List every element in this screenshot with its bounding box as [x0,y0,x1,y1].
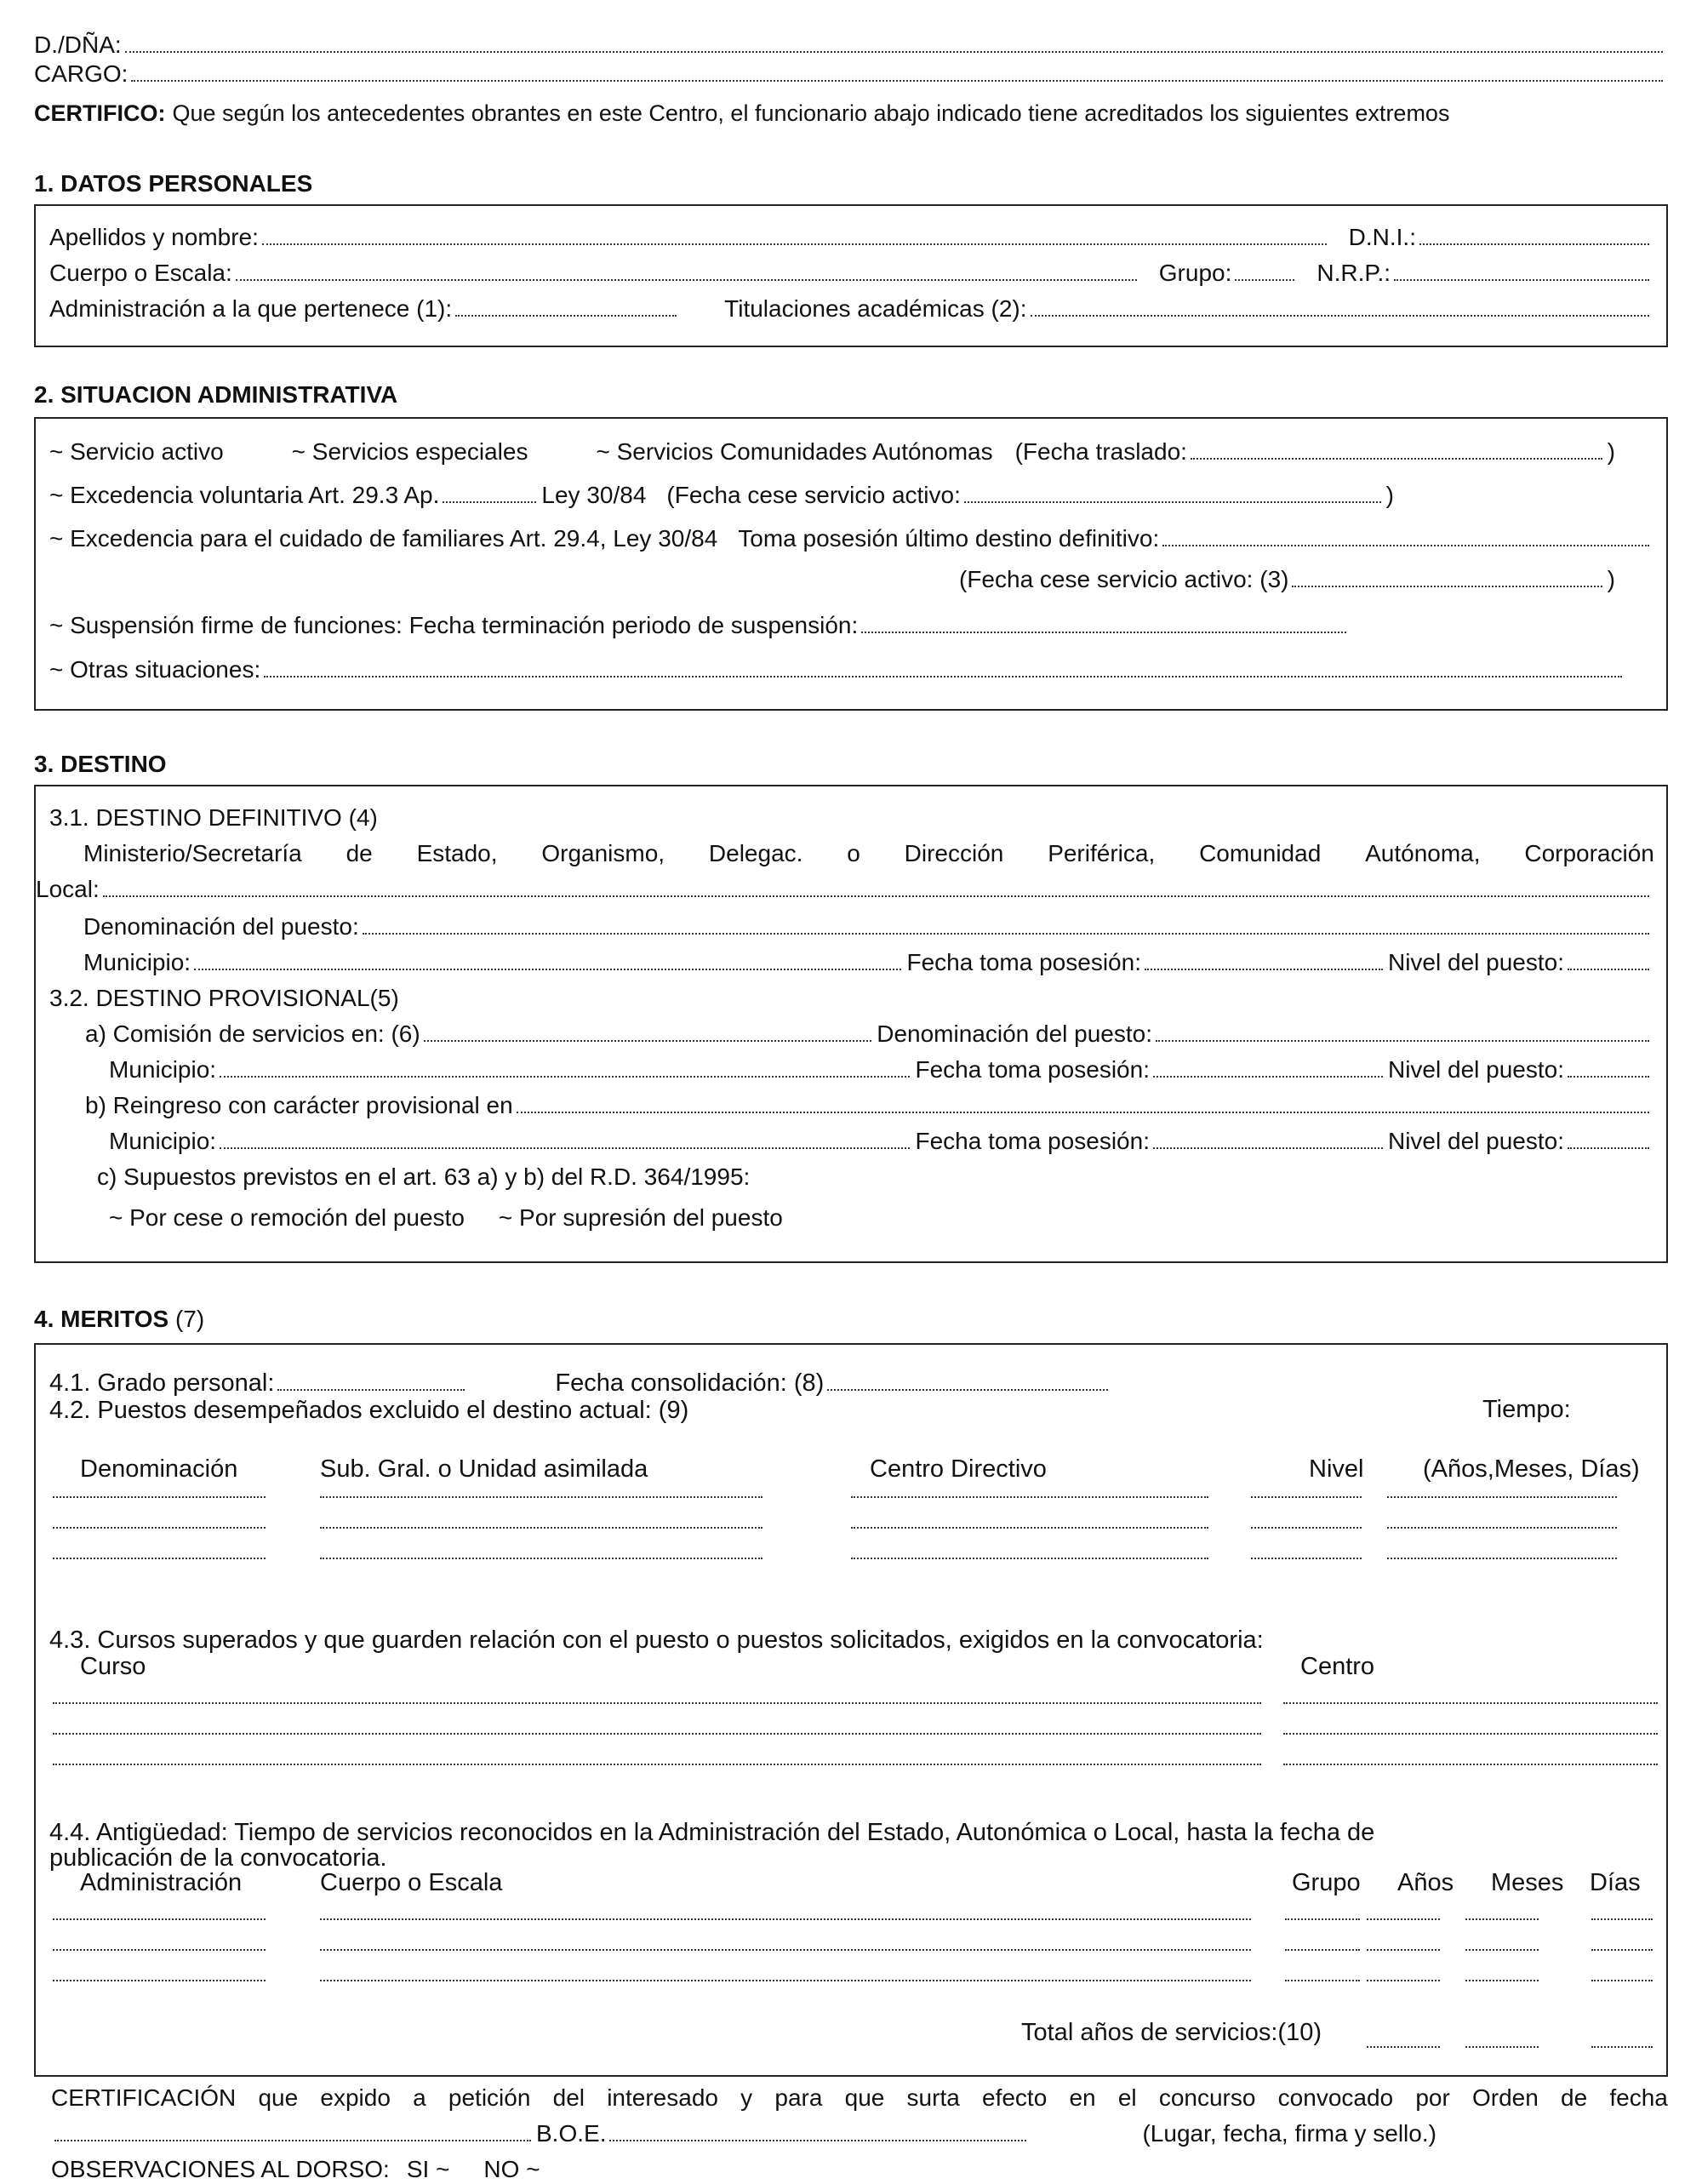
nivel-puesto-field[interactable] [1568,1055,1649,1078]
def-municipio-row [83,948,1654,977]
certifico-row [34,99,1668,128]
puestos-cell[interactable] [1387,1507,1617,1529]
dona-field[interactable] [125,31,1663,53]
col-centro: Centro [1300,1653,1375,1680]
orden-fecha-field[interactable] [54,2119,531,2141]
antiguedad-row-1 [49,1818,1654,1847]
reingreso-label: b) Reingreso con carácter provisional en [85,1092,513,1118]
grupo-label: Grupo: [1158,260,1232,286]
antiguedad-cell[interactable] [1465,1929,1539,1951]
col-cuerpo: Cuerpo o Escala [320,1869,503,1896]
destino-definitivo-title: 3.1. DESTINO DEFINITIVO (4) [49,804,378,831]
puestos-cell[interactable] [851,1476,1208,1498]
local-field[interactable] [103,875,1649,897]
certificacion-word: por [1415,2084,1450,2111]
meritos-note: (7) [174,1306,205,1332]
certificacion-word: efecto [982,2084,1048,2111]
nrp-label: N.R.P.: [1316,260,1391,286]
local-label: Local: [36,876,100,902]
dona-row [34,31,1668,60]
grado-label: 4.1. Grado personal: [49,1369,275,1397]
section-2-title: 2. SITUACION ADMINISTRATIVA [34,381,398,408]
comision-label: a) Comisión de servicios en: (6) [85,1021,420,1047]
ministerio-word: Estado, [416,840,498,866]
col-dias: Días [1590,1869,1641,1896]
puestos-cell[interactable] [1387,1476,1617,1498]
ley-label: Ley 30/84 [541,482,647,508]
toma-posesion-label: Toma posesión último destino definitivo: [738,525,1160,552]
puestos-row [49,1396,1654,1425]
ministerio-word: Ministerio/Secretaría [83,840,302,866]
cursos-cell[interactable] [1283,1743,1658,1765]
grado-field[interactable] [277,1369,465,1391]
comision-denominacion-label: Denominación del puesto: [877,1021,1152,1047]
administracion-field[interactable] [455,294,677,317]
nivel-puesto-label: Nivel del puesto: [1387,1128,1564,1154]
destino-provisional-title: 3.2. DESTINO PROVISIONAL(5) [49,985,399,1011]
supresion-option[interactable]: ~ Por supresión del puesto [498,1204,783,1231]
ministerio-word: de [346,840,373,866]
antiguedad-cell[interactable] [1367,1959,1440,1981]
total-dias-field[interactable] [1591,2026,1653,2048]
certificacion-word: CERTIFICACIÓN [51,2084,237,2111]
cuerpo-field[interactable] [236,259,1137,281]
close-paren: ) [1607,566,1615,592]
col-anos: Años [1397,1869,1454,1896]
fecha-cese-label: (Fecha cese servicio activo: [666,482,961,508]
observaciones-no-option[interactable]: NO ~ [483,2156,540,2182]
situacion-row-5 [49,611,1351,640]
comision-field[interactable] [424,1020,872,1042]
certificacion-word: que [844,2084,885,2111]
certifico-label: CERTIFICO: [34,100,166,126]
comision-denominacion-field[interactable] [1156,1020,1649,1042]
fecha-cese-field[interactable] [964,481,1381,503]
antiguedad-label-2: publicación de la convocatoria. [49,1844,387,1872]
antiguedad-cell[interactable] [1591,1959,1653,1981]
cese-option[interactable]: ~ Por cese o remoción del puesto [109,1204,465,1231]
puestos-cell[interactable] [53,1507,266,1529]
situacion-row-1 [49,437,1615,466]
otras-situaciones-option[interactable]: ~ Otras situaciones: [49,656,261,683]
nivel-puesto-label: Nivel del puesto: [1387,1056,1564,1083]
fecha-toma-field[interactable] [1153,1055,1383,1078]
situacion-row-3 [49,524,1654,553]
nrp-field[interactable] [1394,259,1649,281]
dni-field[interactable] [1419,223,1649,245]
dni-label: D.N.I.: [1348,224,1416,250]
certificacion-word: de [1561,2084,1588,2111]
col-denominacion: Denominación [80,1455,238,1483]
antiguedad-cell[interactable] [1285,1929,1360,1951]
servicio-activo-option[interactable]: ~ Servicio activo [49,438,224,465]
fecha-traslado-label: (Fecha traslado: [1014,438,1187,465]
boe-label: B.O.E. [536,2120,607,2147]
fecha-toma-label: Fecha toma posesión: [906,949,1141,975]
section-1-title: 1. DATOS PERSONALES [34,170,313,197]
certificacion-word: surta [906,2084,960,2111]
section-4-box [34,1343,1668,2077]
antiguedad-cell[interactable] [53,1898,266,1920]
cursos-cell[interactable] [53,1743,1261,1765]
section-4-title [34,1306,204,1333]
fecha-consolidacion-field[interactable] [827,1369,1108,1391]
municipio-field[interactable] [194,948,901,970]
observaciones-label: OBSERVACIONES AL DORSO: [51,2156,390,2182]
denominacion-row [83,912,1654,941]
cursos-cell[interactable] [1283,1682,1658,1704]
reingreso-row [85,1091,1654,1120]
col-centro-directivo: Centro Directivo [870,1455,1047,1483]
fecha-traslado-field[interactable] [1191,437,1602,460]
section-2-box [34,417,1668,711]
excedencia-voluntaria-option[interactable]: ~ Excedencia voluntaria Art. 29.3 Ap. [49,482,440,508]
cursos-label: 4.3. Cursos superados y que guarden relación con el puesto o puestos solicitados, exigidos en la convocatoria: [49,1627,1264,1654]
certificacion-word: del [552,2084,585,2111]
fecha-toma-field[interactable] [1153,1127,1383,1149]
reingreso-field[interactable] [517,1091,1649,1113]
grado-row [49,1369,1654,1398]
fecha-toma-field[interactable] [1145,948,1383,970]
total-anos-field[interactable] [1367,2026,1440,2048]
cuerpo-label: Cuerpo o Escala: [49,260,232,286]
section-3-box [34,785,1668,1263]
denominacion-label: Denominación del puesto: [83,913,359,940]
antiguedad-cell[interactable] [53,1929,266,1951]
puestos-cell[interactable] [1251,1476,1362,1498]
cursos-cell[interactable] [1283,1712,1658,1735]
col-tiempo: (Años,Meses, Días) [1423,1455,1640,1483]
ministerio-word: Dirección [904,840,1004,866]
comision-row [85,1020,1654,1049]
certificacion-word: en [1069,2084,1096,2111]
col-meses: Meses [1491,1869,1564,1896]
certificacion-word: para [774,2084,823,2111]
administracion-label: Administración a la que pertenece (1): [49,295,453,322]
close-paren: ) [1607,438,1615,465]
observaciones-row [51,2155,1668,2184]
titulaciones-field[interactable] [1031,294,1650,317]
situacion-row-4 [959,565,1615,594]
certificacion-word: Orden [1471,2084,1539,2111]
certificacion-word: fecha [1609,2084,1668,2111]
meritos-title: 4. MERITOS [34,1306,169,1332]
ministerio-word: o [847,840,860,866]
ministerio-word: Comunidad [1199,840,1322,866]
total-meses-field[interactable] [1465,2026,1539,2048]
puestos-cell[interactable] [53,1476,266,1498]
fecha-toma-label: Fecha toma posesión: [915,1128,1150,1154]
antiguedad-cell[interactable] [1367,1898,1440,1920]
dona-label: D./DÑA: [34,31,122,58]
grupo-field[interactable] [1235,259,1294,281]
antiguedad-cell[interactable] [320,1959,1251,1981]
antiguedad-row-2 [49,1844,1654,1872]
certificacion-word: petición [448,2084,531,2111]
antiguedad-cell[interactable] [320,1929,1251,1951]
puestos-cell[interactable] [320,1537,762,1559]
fecha-cese-3-field[interactable] [1292,565,1602,587]
antiguedad-cell[interactable] [1285,1959,1360,1981]
col-subgral: Sub. Gral. o Unidad asimilada [320,1455,648,1483]
observaciones-si-option[interactable]: SI ~ [406,2156,450,2182]
antiguedad-cell[interactable] [1285,1898,1360,1920]
puestos-label: 4.2. Puestos desempeñados excluido el destino actual: (9) [49,1397,689,1424]
toma-posesion-field[interactable] [1162,524,1649,546]
ministerio-word: Delegac. [708,840,803,866]
certificacion-word: y [740,2084,753,2111]
lugar-fecha-label: (Lugar, fecha, firma y sello.) [1142,2120,1436,2147]
titulaciones-label: Titulaciones académicas (2): [724,295,1027,322]
cargo-label: CARGO: [34,60,129,87]
cargo-row [34,60,1668,89]
puestos-cell[interactable] [1387,1537,1617,1559]
ministerio-word: Organismo, [541,840,665,866]
col-curso: Curso [80,1653,146,1680]
comision-municipio-row [109,1055,1654,1084]
section-1-box [34,204,1668,347]
apellidos-field[interactable] [262,223,1327,245]
municipio-label: Municipio: [109,1056,217,1083]
col-nivel: Nivel [1309,1455,1364,1483]
puestos-cell[interactable] [53,1537,266,1559]
col-administracion: Administración [80,1869,243,1896]
antiguedad-cell[interactable] [1465,1898,1539,1920]
ministerio-word: Periférica, [1048,840,1156,866]
nivel-puesto-field[interactable] [1568,948,1649,970]
certificacion-word: el [1117,2084,1137,2111]
ministerio-word: Corporación [1524,840,1654,866]
ministerio-row [83,839,1654,868]
servicios-especiales-option[interactable]: ~ Servicios especiales [291,438,528,465]
supuestos-options-row [109,1203,1654,1232]
certificacion-word: convocado [1277,2084,1394,2111]
certificacion-word: que [258,2084,299,2111]
tiempo-label: Tiempo: [1482,1396,1571,1423]
destino-provisional-title-row [49,984,1654,1013]
situacion-row-6 [49,655,1627,684]
puestos-cell[interactable] [851,1537,1208,1559]
certifico-text: Que según los antecedentes obrantes en este Centro, el funcionario abajo indicado tiene acreditados los siguientes extremos [172,100,1450,126]
otras-situaciones-field[interactable] [264,655,1622,677]
cursos-row [49,1626,1654,1655]
col-grupo: Grupo [1292,1869,1361,1896]
reingreso-municipio-row [109,1127,1654,1156]
puestos-cell[interactable] [320,1507,762,1529]
antiguedad-cell[interactable] [1367,1929,1440,1951]
supuestos-row [97,1163,1654,1192]
antiguedad-cell[interactable] [1591,1929,1653,1951]
apellidos-label: Apellidos y nombre: [49,224,259,250]
section-3-title: 3. DESTINO [34,751,167,777]
nivel-puesto-field[interactable] [1568,1127,1649,1149]
close-paren: ) [1385,482,1394,508]
apartado-field[interactable] [443,481,536,503]
puestos-cell[interactable] [851,1507,1208,1529]
fecha-cese-3-label: (Fecha cese servicio activo: (3) [959,566,1289,592]
supuestos-label: c) Supuestos previstos en el art. 63 a) y b) del R.D. 364/1995: [97,1163,751,1190]
certificacion-word: expido [320,2084,391,2111]
suspension-option[interactable]: ~ Suspensión firme de funciones: Fecha terminación periodo de suspensión: [49,612,859,638]
cursos-cell[interactable] [53,1682,1261,1704]
cuerpo-row [49,259,1654,288]
boe-row [51,2119,1668,2148]
suspension-field[interactable] [861,611,1346,633]
ministerio-word: Autónoma, [1365,840,1481,866]
puestos-cell[interactable] [1251,1507,1362,1529]
excedencia-cuidado-option[interactable]: ~ Excedencia para el cuidado de familiares Art. 29.4, Ley 30/84 [49,525,718,552]
municipio-label: Municipio: [109,1128,217,1154]
antiguedad-label-1: 4.4. Antigüedad: Tiempo de servicios reconocidos en la Administración del Estado, Autonómica o Local, hasta la fecha de [49,1819,1375,1846]
situacion-row-2 [49,481,1394,510]
antiguedad-cell[interactable] [53,1959,266,1981]
certificacion-word: a [413,2084,426,2111]
antiguedad-cell[interactable] [320,1898,1251,1920]
boe-field[interactable] [609,2119,1026,2141]
puestos-cell[interactable] [320,1476,762,1498]
certificacion-word: interesado [607,2084,718,2111]
certificacion-word: concurso [1158,2084,1256,2111]
municipio-label: Municipio: [83,949,191,975]
apellidos-row [49,223,1654,252]
local-row [36,875,1654,904]
destino-definitivo-title-row [49,803,1654,832]
administracion-row [49,294,1654,323]
servicios-ccaa-option[interactable]: ~ Servicios Comunidades Autónomas [596,438,993,465]
cargo-field[interactable] [131,60,1663,82]
certificacion-row [51,2084,1668,2113]
municipio-field[interactable] [220,1055,910,1078]
cursos-cell[interactable] [53,1712,1261,1735]
puestos-cell[interactable] [1251,1537,1362,1559]
municipio-field[interactable] [220,1127,910,1149]
total-label: Total años de servicios:(10) [1021,2019,1322,2046]
nivel-puesto-label: Nivel del puesto: [1387,949,1564,975]
antiguedad-cell[interactable] [1465,1959,1539,1981]
denominacion-field[interactable] [363,912,1649,935]
fecha-consolidacion-label: Fecha consolidación: (8) [555,1369,825,1397]
antiguedad-cell[interactable] [1591,1898,1653,1920]
fecha-toma-label: Fecha toma posesión: [915,1056,1150,1083]
